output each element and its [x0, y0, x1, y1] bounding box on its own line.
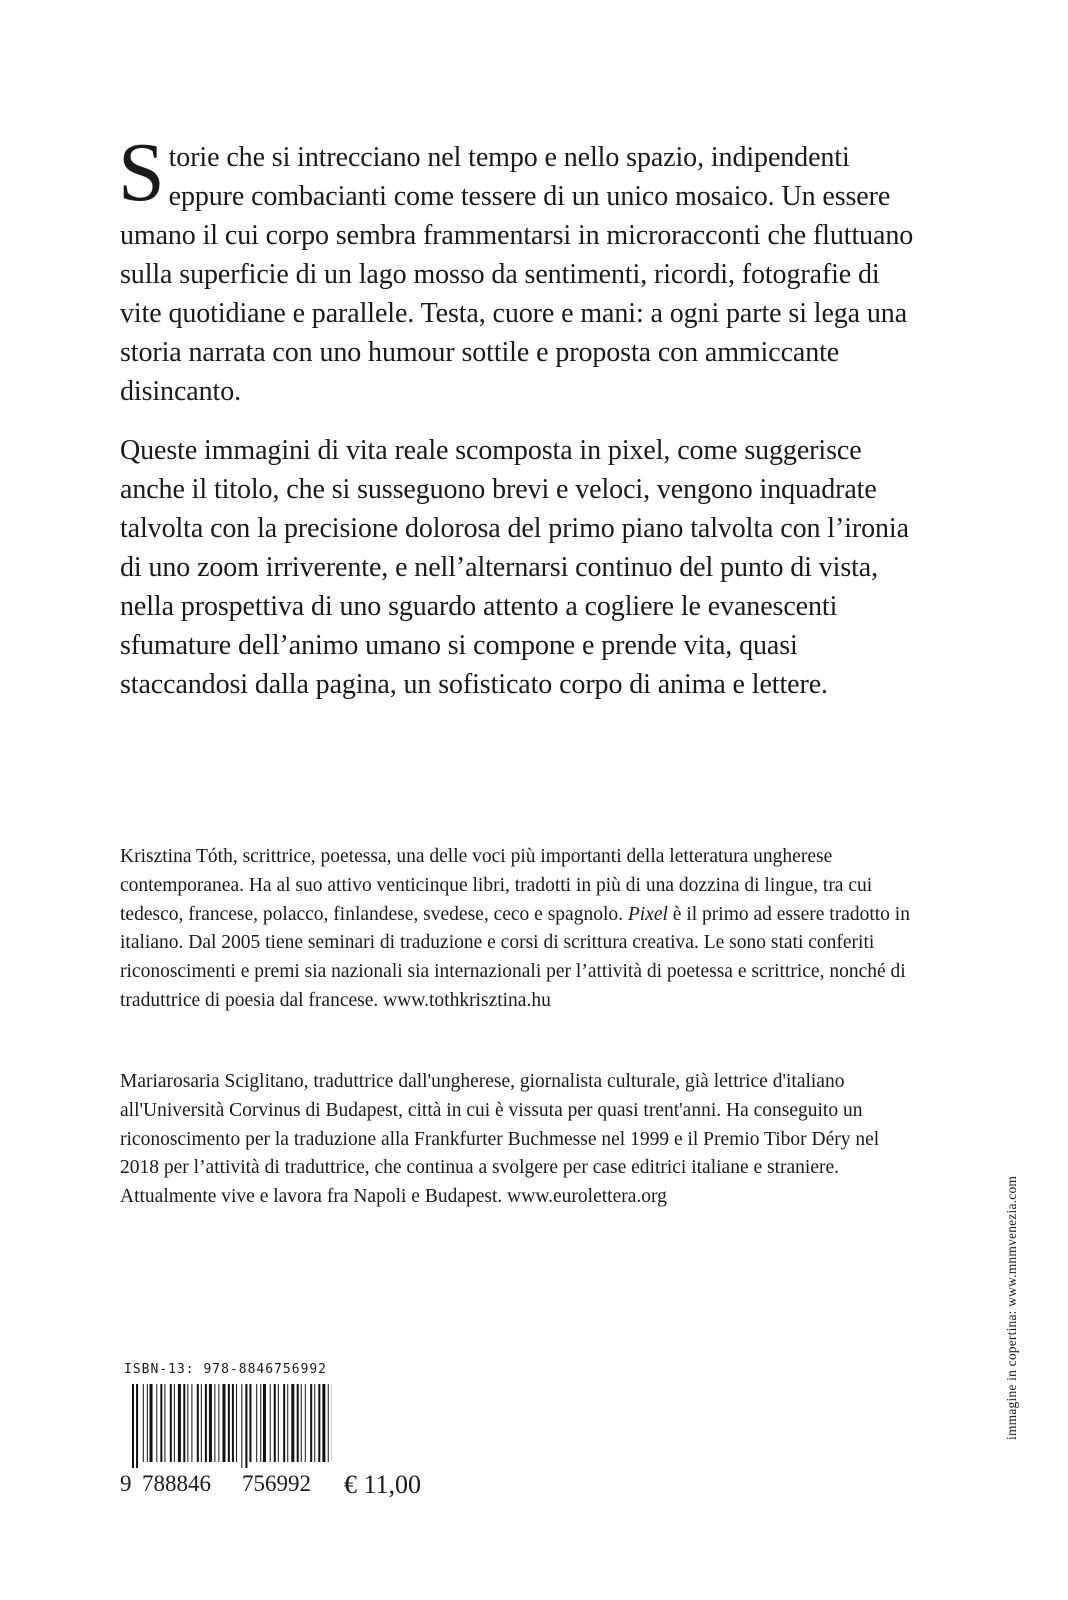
- barcode-bar: [170, 1384, 172, 1462]
- barcode-bar: [318, 1384, 320, 1462]
- barcode-bar: [283, 1384, 285, 1462]
- barcode-digit-first: 9: [120, 1471, 132, 1496]
- barcode-bar: [270, 1384, 271, 1462]
- cover-image-credit: immagine in copertina: www.mnmvenezia.com: [1004, 1175, 1019, 1440]
- barcode-bar: [301, 1384, 302, 1462]
- translator-bio-text: Mariarosaria Sciglitano, traduttrice dall'ungherese, giornalista culturale, già lettrice d'italiano all'Università Corvinus di Budapest, città in cui è vissuta per quasi trent'anni. Ha conseguito un riconoscimento per la traduzione alla Frankfurter Buchmesse nel 1999 e il Premio Tibor Déry nel 2018 per l’attività di traduttrice, che continua a svolgere per case editrici italiane e straniere. Attualmente vive e lavora fra Napoli e Budapest. www.eurolettera.org: [120, 1071, 880, 1208]
- barcode-bar: [164, 1384, 165, 1462]
- barcode-bar: [263, 1384, 266, 1462]
- barcode-bar: [256, 1384, 257, 1462]
- barcode-bar: [232, 1384, 234, 1462]
- barcode-bar: [297, 1384, 299, 1462]
- barcode-bar: [228, 1384, 230, 1462]
- barcode-bar: [150, 1384, 153, 1462]
- description-paragraph-1-text: torie che si intrecciano nel tempo e nello spazio, indipendenti eppure combacianti come tessere di un unico mosaico. Un essere umano il cui corpo sembra frammentarsi in microracconti che fluttuano sulla superficie di un lago mosso da sentimenti, ricordi, fotografie di vite quotidiane e parallele. Testa, cuore e mani: a ogni parte si lega una storia narrata con uno humour sottile e proposta con ammiccante disincanto.: [120, 142, 914, 407]
- book-description: [118, 126, 920, 704]
- barcode-bar: [209, 1384, 212, 1462]
- barcode-bar: [305, 1384, 306, 1462]
- barcode-bar: [191, 1384, 192, 1462]
- barcode-bar: [187, 1384, 188, 1462]
- barcode-bar: [328, 1384, 329, 1462]
- description-paragraph-1: [118, 126, 920, 411]
- barcode-bar: [160, 1384, 162, 1462]
- barcode-bar: [218, 1384, 219, 1462]
- barcode-bar: [260, 1384, 261, 1462]
- barcode-bar: [205, 1384, 207, 1462]
- barcode-bar: [314, 1384, 315, 1462]
- barcode-bar: [287, 1384, 288, 1462]
- barcode-bar: [183, 1384, 185, 1462]
- isbn-label: ISBN-13: 978-8846756992: [124, 1362, 328, 1377]
- barcode-bar: [214, 1384, 215, 1462]
- barcode-bar: [132, 1384, 134, 1468]
- drop-cap: S: [118, 126, 165, 219]
- barcode-bar: [174, 1384, 175, 1462]
- barcode-bar: [310, 1384, 312, 1462]
- barcode-bar: [156, 1384, 157, 1462]
- author-bio-text: [120, 843, 920, 1016]
- barcode-bar: [197, 1384, 199, 1462]
- barcode-bar: [249, 1384, 251, 1462]
- barcode: [132, 1384, 332, 1468]
- barcode-bar: [291, 1384, 294, 1462]
- barcode-bar: [178, 1384, 181, 1462]
- barcode-bar: [236, 1384, 237, 1462]
- barcode-bar: [278, 1384, 279, 1462]
- author-bio-part-1: Krisztina Tóth, scrittrice, poetessa, una delle voci più importanti della letteratura ungherese contemporanea. Ha al suo attivo venticinque libri, tradotti in più di una dozzina di lingue, tra cui tedesco, francese, polacco, finlandese, svedese, ceco e spagnolo.: [120, 846, 873, 925]
- author-bio: [120, 843, 920, 1016]
- barcode-digit-group-1: 788846: [142, 1471, 211, 1496]
- barcode-bar: [322, 1384, 325, 1462]
- barcode-bar: [245, 1384, 247, 1468]
- author-bio-part-2: è il primo ad essere tradotto in italiano. Dal 2005 tiene seminari di traduzione e corsi di scrittura creativa. Le sono stati conferiti riconoscimenti e premi sia nazionali sia internazionali per l’attività di poetessa e scrittrice, nonché di traduttrice di poesia dal francese. www.tothkrisztina.hu: [120, 903, 910, 1011]
- barcode-bar: [222, 1384, 225, 1462]
- barcode-bar: [143, 1384, 144, 1462]
- price: € 11,00: [344, 1470, 422, 1499]
- barcode-bar: [147, 1384, 148, 1462]
- book-title-italic: Pixel: [627, 903, 668, 925]
- barcode-bar: [274, 1384, 276, 1462]
- barcode-digit-group-2: 756992: [242, 1471, 311, 1496]
- barcode-bar: [136, 1384, 138, 1468]
- description-paragraph-2: Queste immagini di vita reale scomposta in pixel, come suggerisce anche il titolo, che si susseguono brevi e veloci, vengono inquadrate talvolta con la precisione dolorosa del primo piano talvolta con l’ironia di uno zoom irriverente, e nell’alternarsi continuo del punto di vista, nella prospettiva di uno sguardo attento a cogliere le evanescenti sfumature dell’animo umano si compone e prende vita, quasi staccandosi dalla pagina, un sofisticato corpo di anima e lettere.: [120, 435, 909, 700]
- translator-bio: [120, 1068, 920, 1212]
- barcode-bar: [201, 1384, 202, 1462]
- barcode-bar: [241, 1384, 242, 1468]
